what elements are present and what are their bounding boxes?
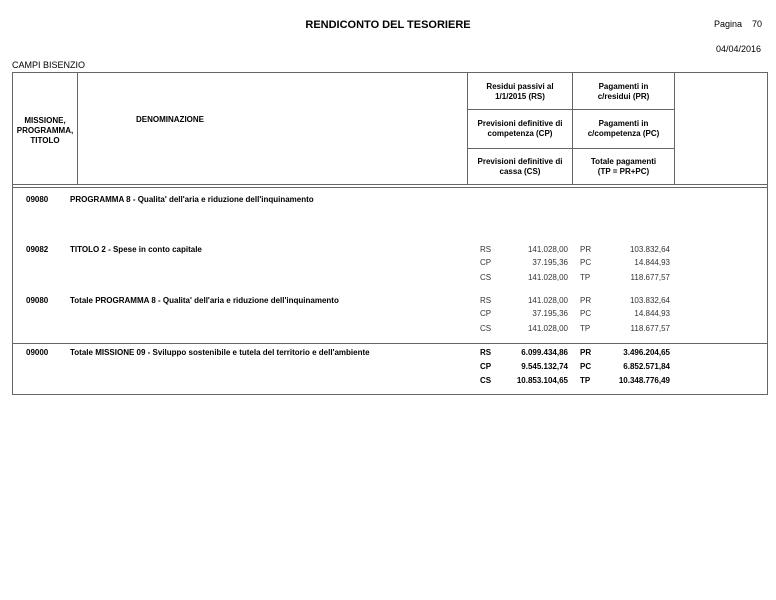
value-amount: 37.195,36	[532, 258, 568, 267]
value-label: CS	[480, 273, 492, 282]
value-label: CP	[480, 258, 492, 267]
header-row-rule-2	[467, 148, 674, 149]
header-row-rule-1	[467, 109, 674, 110]
header-bottom-rule-2	[12, 187, 768, 188]
row-description: TITOLO 2 - Spese in conto capitale	[70, 245, 202, 254]
header-col-code: MISSIONE, PROGRAMMA, TITOLO	[16, 116, 74, 145]
report-title: RENDICONTO DEL TESORIERE	[305, 19, 471, 31]
value-label: PC	[580, 309, 592, 318]
header-tot-pag: Totale pagamenti (TP = PR+PC)	[590, 157, 657, 176]
value-label: PR	[580, 348, 592, 357]
value-label: RS	[480, 296, 492, 305]
header-col-denominazione: DENOMINAZIONE	[136, 115, 204, 124]
row-code: 09082	[26, 245, 49, 254]
value-label: CS	[480, 324, 492, 333]
row-description: Totale PROGRAMMA 8 - Qualita' dell'aria e riduzione dell'inquinamento	[70, 296, 339, 305]
value-label: PR	[580, 245, 592, 254]
value-amount: 103.832,64	[629, 245, 670, 254]
report-date: 04/04/2016	[716, 44, 762, 54]
value-label: TP	[580, 273, 591, 282]
value-amount: 37.195,36	[532, 309, 568, 318]
value-amount: 10.348.776,49	[618, 376, 670, 385]
row-code: 09080	[26, 195, 49, 204]
value-label: PC	[580, 258, 592, 267]
section-divider	[12, 343, 768, 344]
value-amount: 10.853.104,65	[516, 376, 568, 385]
value-amount: 6.852.571,84	[623, 362, 670, 371]
row-description: Totale MISSIONE 09 - Sviluppo sostenibile e tutela del territorio e dell'ambiente	[70, 348, 370, 357]
header-prev-comp: Previsioni definitive di competenza (CP)	[477, 119, 563, 138]
value-label: TP	[580, 324, 591, 333]
header-residui: Residui passivi al 1/1/2015 (RS)	[486, 82, 554, 101]
header-pag-residui: Pagamenti in c/residui (PR)	[597, 82, 650, 101]
value-amount: 141.028,00	[527, 245, 568, 254]
value-amount: 14.844,93	[634, 309, 670, 318]
value-label: PR	[580, 296, 592, 305]
row-code: 09080	[26, 296, 49, 305]
page-label: Pagina	[714, 19, 743, 29]
row-description: PROGRAMMA 8 - Qualita' dell'aria e riduzione dell'inquinamento	[70, 195, 314, 204]
value-label: CS	[480, 376, 492, 385]
value-label: CP	[480, 309, 492, 318]
row-code: 09000	[26, 348, 49, 357]
col-divider-1	[77, 72, 78, 184]
value-label: RS	[480, 245, 492, 254]
value-label: RS	[480, 348, 492, 357]
value-amount: 103.832,64	[629, 296, 670, 305]
col-divider-4	[674, 72, 675, 184]
header-bottom-rule	[12, 184, 768, 185]
value-amount: 6.099.434,86	[521, 348, 568, 357]
value-amount: 141.028,00	[527, 273, 568, 282]
value-amount: 141.028,00	[527, 324, 568, 333]
value-label: CP	[480, 362, 492, 371]
value-amount: 14.844,93	[634, 258, 670, 267]
value-label: TP	[580, 376, 591, 385]
value-amount: 9.545.132,74	[521, 362, 568, 371]
value-label: PC	[580, 362, 592, 371]
value-amount: 118.677,57	[630, 273, 670, 282]
entity-name: CAMPI BISENZIO	[12, 60, 86, 70]
value-amount: 141.028,00	[527, 296, 568, 305]
value-amount: 3.496.204,65	[623, 348, 670, 357]
header-prev-cassa: Previsioni definitive di cassa (CS)	[477, 157, 563, 176]
page-number: 70	[752, 19, 763, 29]
header-pag-comp: Pagamenti in c/competenza (PC)	[587, 119, 660, 138]
value-amount: 118.677,57	[630, 324, 670, 333]
